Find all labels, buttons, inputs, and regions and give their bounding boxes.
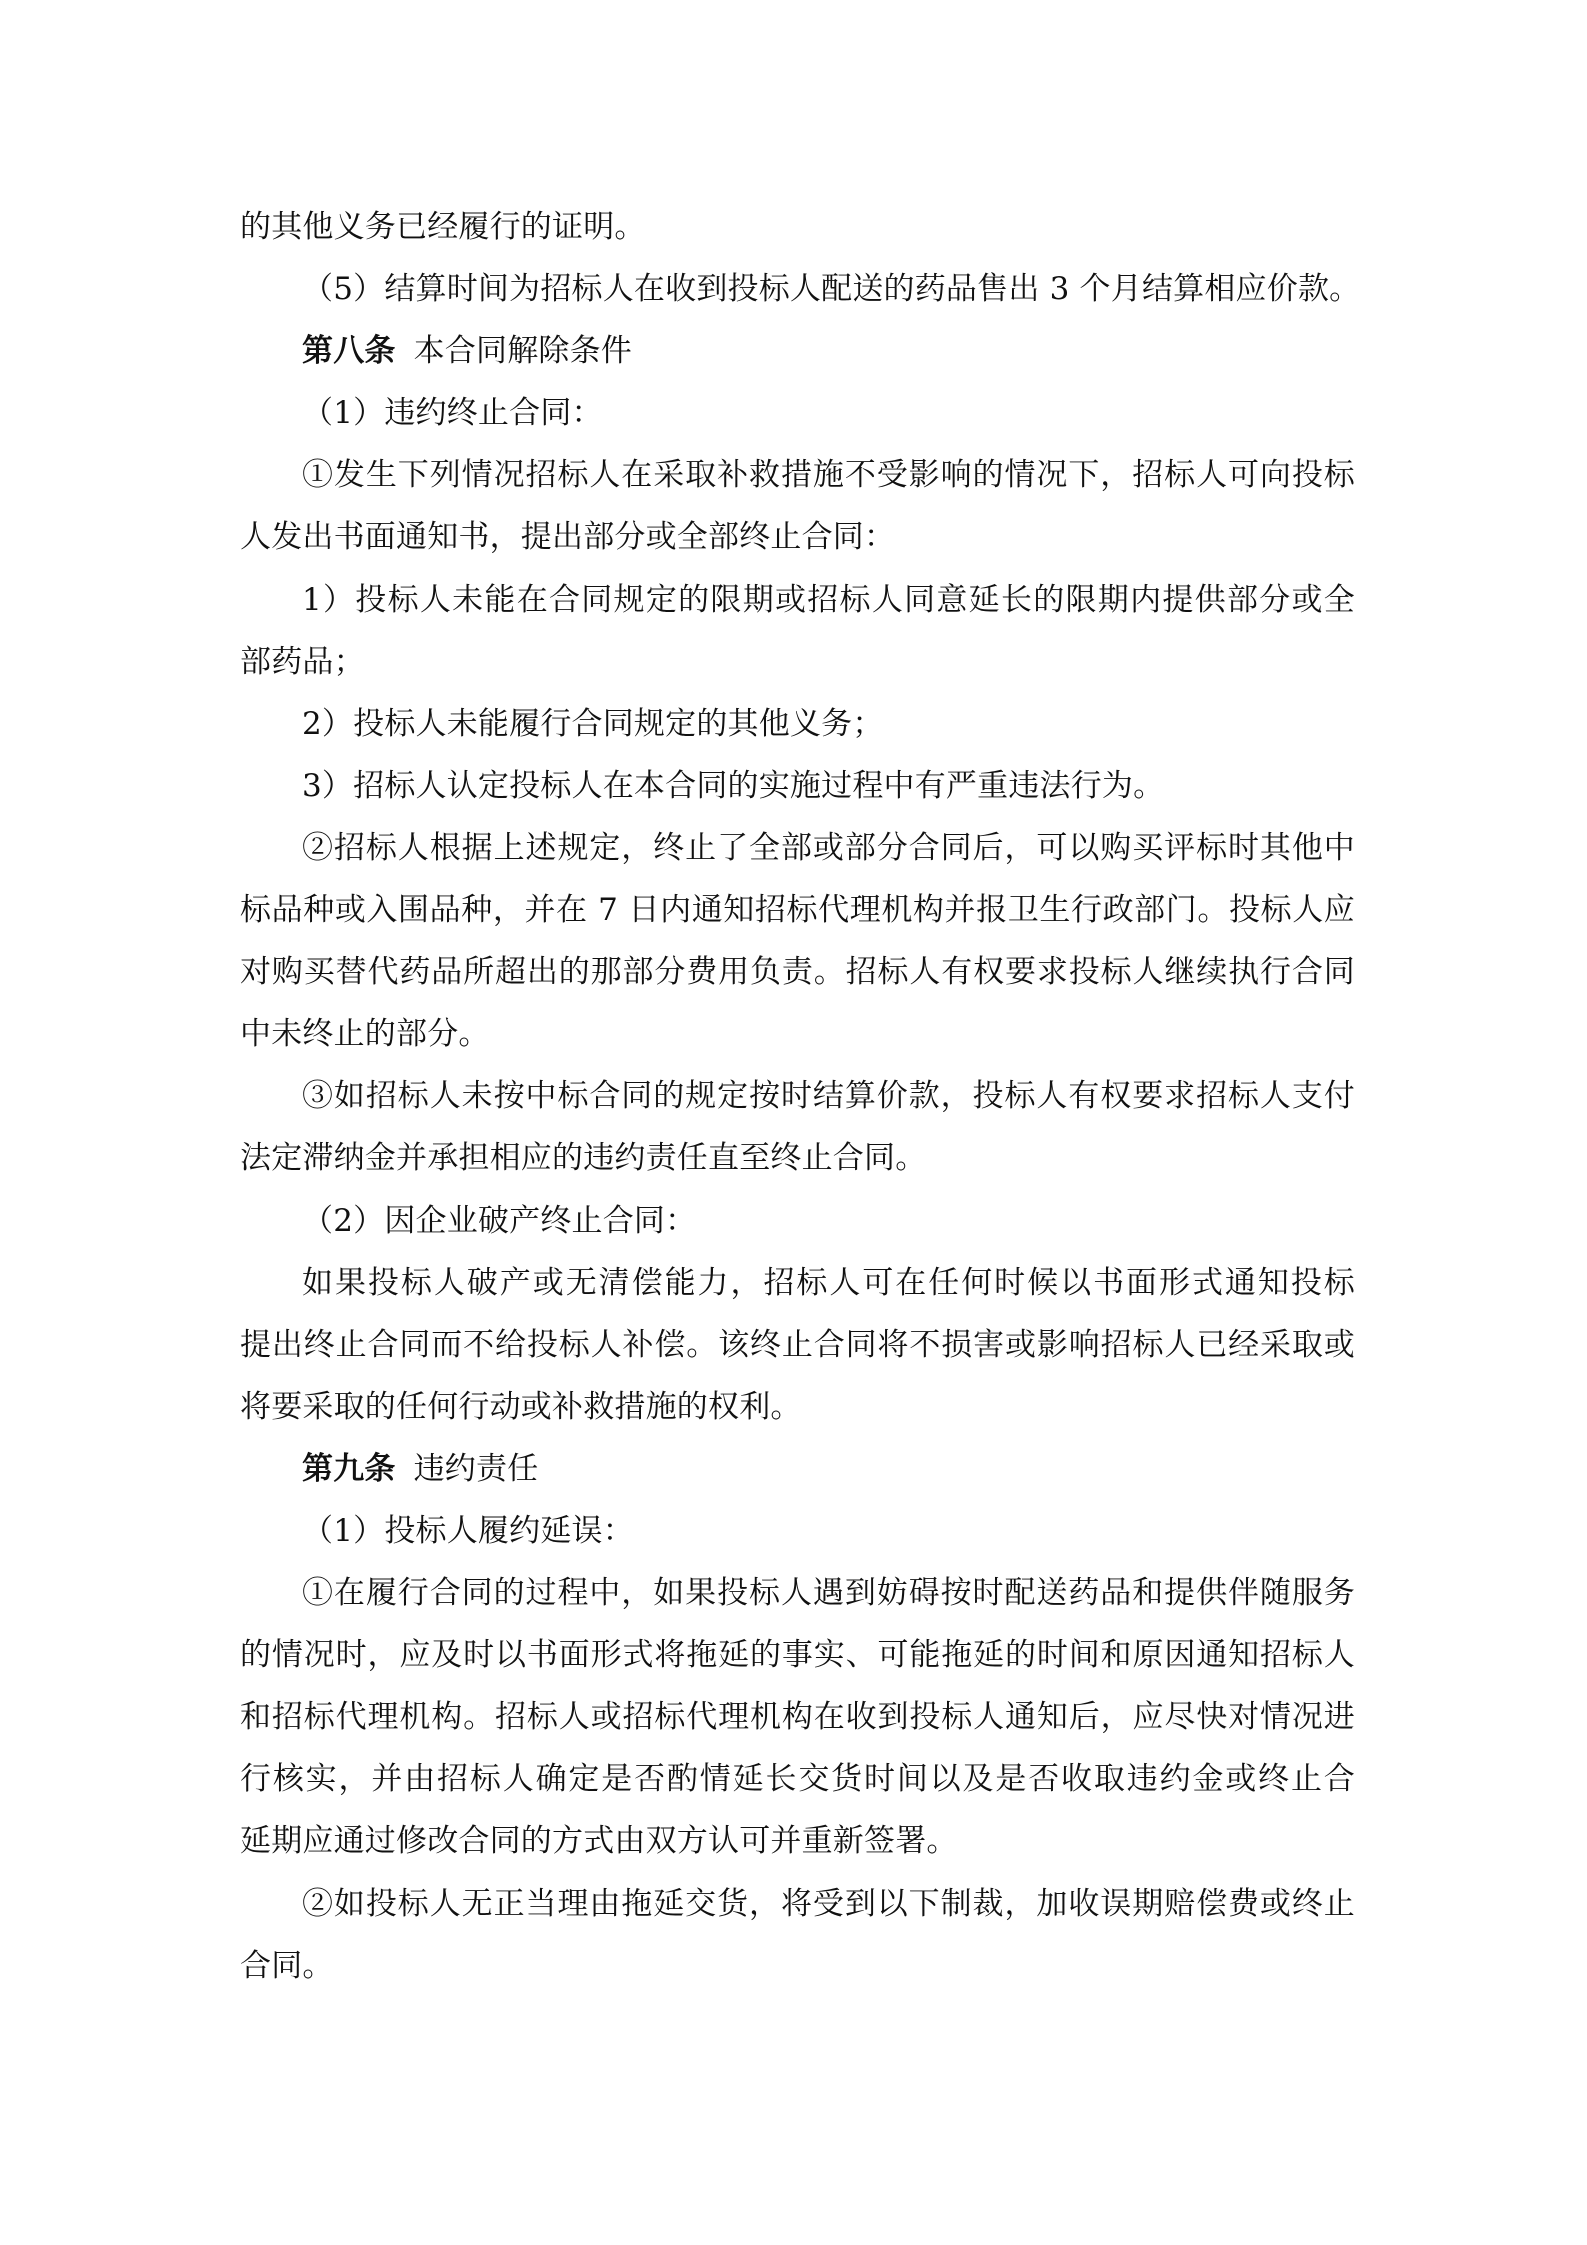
paragraph-line: ②如投标人无正当理由拖延交货，将受到以下制裁，加收误期赔偿费或终止 xyxy=(302,1885,1355,1922)
paragraph-line: 标品种或入围品种，并在 7 日内通知招标代理机构并报卫生行政部门。投标人应 xyxy=(240,892,1355,929)
paragraph-line: 如果投标人破产或无清偿能力，招标人可在任何时候以书面形式通知投标 xyxy=(302,1264,1355,1301)
paragraph-line: ①在履行合同的过程中，如果投标人遇到妨碍按时配送药品和提供伴随服务 xyxy=(302,1575,1355,1612)
paragraph-line: 法定滞纳金并承担相应的违约责任直至终止合同。 xyxy=(240,1140,927,1177)
paragraph-line: 2）投标人未能履行合同规定的其他义务； xyxy=(302,705,884,742)
paragraph-line: 1）投标人未能在合同规定的限期或招标人同意延长的限期内提供部分或全 xyxy=(302,581,1355,618)
paragraph-line: 对购买替代药品所超出的那部分费用负责。招标人有权要求投标人继续执行合同 xyxy=(240,954,1355,991)
paragraph-line: 部药品； xyxy=(240,643,365,680)
paragraph-line: （1）违约终止合同： xyxy=(302,395,603,432)
section-heading xyxy=(240,320,1355,382)
paragraph-line: 合同。 xyxy=(240,1947,334,1984)
paragraph-line: 人发出书面通知书，提出部分或全部终止合同： xyxy=(240,519,896,556)
paragraph-line: 行核实，并由招标人确定是否酌情延长交货时间以及是否收取违约金或终止合 xyxy=(240,1761,1355,1798)
paragraph-line: 中未终止的部分。 xyxy=(240,1016,490,1053)
section-heading xyxy=(240,1438,1355,1500)
paragraph-line: 的其他义务已经履行的证明。 xyxy=(240,209,646,245)
paragraph-line: 3）招标人认定投标人在本合同的实施过程中有严重违法行为。 xyxy=(302,767,1165,804)
document-body xyxy=(240,196,1361,1997)
section-heading-label: 第九条 xyxy=(302,1450,396,1487)
paragraph-line: ②招标人根据上述规定，终止了全部或部分合同后，可以购买评标时其他中 xyxy=(302,829,1355,866)
section-heading-title: 本合同解除条件 xyxy=(413,333,633,370)
paragraph-line: 提出终止合同而不给投标人补偿。该终止合同将不损害或影响招标人已经采取或 xyxy=(240,1326,1355,1363)
paragraph-line: （5）结算时间为招标人在收到投标人配送的药品售出 3 个月结算相应价款。 xyxy=(302,271,1361,308)
paragraph-line: （2）因企业破产终止合同： xyxy=(302,1202,697,1239)
paragraph-line: ③如招标人未按中标合同的规定按时结算价款，投标人有权要求招标人支付 xyxy=(302,1078,1355,1115)
paragraph-line: ①发生下列情况招标人在采取补救措施不受影响的情况下，招标人可向投标 xyxy=(302,457,1355,494)
paragraph-line: 的情况时，应及时以书面形式将拖延的事实、可能拖延的时间和原因通知招标人 xyxy=(240,1637,1355,1674)
paragraph-line: 和招标代理机构。招标人或招标代理机构在收到投标人通知后，应尽快对情况进 xyxy=(240,1699,1355,1736)
section-heading-label: 第八条 xyxy=(302,333,396,370)
section-heading-title: 违约责任 xyxy=(413,1450,539,1487)
paragraph-line: 延期应通过修改合同的方式由双方认可并重新签署。 xyxy=(240,1823,958,1860)
paragraph-line: 将要采取的任何行动或补救措施的权利。 xyxy=(240,1388,802,1425)
paragraph-line: （1）投标人履约延误： xyxy=(302,1512,634,1549)
